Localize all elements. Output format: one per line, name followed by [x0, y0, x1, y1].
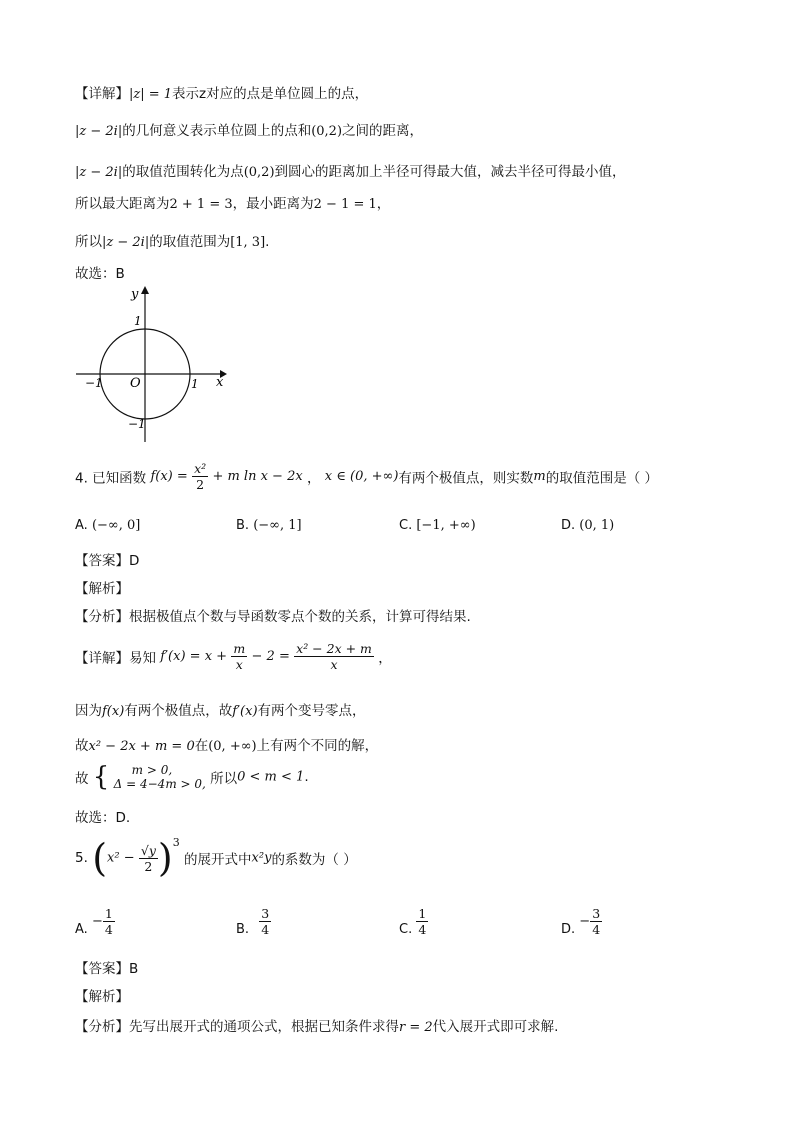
denominator: 4: [592, 922, 601, 937]
text: 的取值范围是（ ）: [545, 470, 659, 487]
q5-answer: 【答案】B: [75, 961, 139, 977]
text: 表示z对应的点是单位圆上的点，: [172, 86, 369, 102]
numerator: x²: [194, 461, 207, 476]
q4-detail-line2: [75, 699, 366, 719]
text: 之间的距离，: [342, 123, 424, 139]
point: (0,2): [243, 165, 275, 180]
denominator: 4: [261, 922, 270, 937]
math-abs-z: |z| = 1: [129, 87, 173, 102]
text: 所以: [75, 234, 102, 250]
q5-number: 5.: [75, 850, 88, 866]
option-fraction: [103, 906, 115, 937]
detail-tag: 【详解】: [75, 86, 129, 102]
fx: f(x): [102, 704, 125, 719]
option-value: (−∞, 1]: [253, 518, 302, 533]
denominator: 2: [144, 858, 153, 874]
fpx: f′(x): [232, 704, 258, 719]
text: 故: [75, 771, 89, 787]
text: .: [304, 769, 309, 785]
text: 因为: [75, 703, 102, 719]
system-row-1: m > 0,: [131, 763, 173, 777]
q5-stem: [75, 836, 357, 880]
option-value: [−1, +∞): [416, 518, 476, 533]
solution3-line5: [75, 230, 269, 250]
deriv-fraction-1: [231, 641, 247, 672]
var-m: m: [533, 469, 546, 484]
option-label: A.: [75, 518, 88, 533]
denominator: 2: [196, 477, 205, 492]
numerator: 3: [592, 906, 601, 921]
option-value: (0, 1): [579, 518, 615, 533]
option-value: (−∞, 0]: [91, 518, 141, 533]
q4-option-b[interactable]: [236, 518, 302, 533]
q4-detail-line3: [75, 734, 378, 754]
option-label: D.: [561, 922, 576, 937]
answer-line: 故选：B: [75, 266, 125, 282]
q4-option-c[interactable]: [399, 518, 476, 533]
numerator: 1: [418, 906, 427, 921]
tick-neg-x: −1: [85, 376, 103, 390]
numerator: m: [233, 641, 246, 656]
text: 有两个变号零点，: [257, 703, 366, 719]
numerator: √y: [140, 842, 156, 858]
q4-option-a[interactable]: [75, 518, 140, 533]
text: 有两个极值点，则实数: [398, 470, 534, 487]
numerator: 1: [104, 906, 113, 921]
text: 在: [194, 738, 209, 754]
text: 【分析】先写出展开式的通项公式，根据已知条件求得: [75, 1019, 399, 1035]
func-fraction: [192, 461, 208, 492]
option-fraction: [590, 906, 602, 937]
text: 代入展开式即可求解.: [432, 1019, 559, 1035]
paren-close: ): [157, 836, 173, 880]
tick-pos-y: 1: [134, 314, 142, 328]
text: ，最小距离为: [232, 196, 314, 212]
option-label: B.: [236, 518, 250, 533]
solution3-line3: [75, 160, 626, 180]
solution3-line4: [75, 192, 390, 212]
text: 的系数为（ ）: [271, 852, 357, 868]
deriv-lhs: f′(x) = x +: [160, 649, 228, 664]
unit-circle-figure: [70, 282, 230, 447]
option-fraction: [416, 906, 428, 937]
text: 【详解】易知: [75, 650, 156, 667]
text: 的取值范围为: [149, 234, 231, 250]
text: 的取值范围转化为点: [122, 164, 244, 180]
q5-option-d[interactable]: [561, 906, 602, 937]
math-abs-z-2i: |z − 2i|: [102, 235, 150, 250]
system-row-2: Δ = 4−4m > 0,: [113, 777, 206, 791]
option-sign: −: [579, 914, 591, 929]
tick-neg-y: −1: [128, 417, 146, 431]
origin-label: O: [130, 376, 141, 391]
text: 所以: [210, 771, 238, 787]
q4-choose: 故选：D.: [75, 810, 131, 826]
base-fraction: [139, 843, 158, 874]
option-label: C.: [399, 922, 413, 937]
q4-number: 4. 已知函数: [75, 470, 147, 487]
denominator: x: [330, 657, 338, 672]
range: [1, 3]: [230, 235, 266, 250]
text: ，: [376, 196, 391, 212]
q5-analysis-head: 【解析】: [75, 989, 129, 1005]
deriv-fraction-2: [294, 641, 374, 672]
paren-open: (: [92, 836, 108, 880]
text: 有两个极值点，故: [124, 703, 233, 719]
r-value: r = 2: [399, 1020, 433, 1035]
q4-analysis: 【分析】根据极值点个数与导函数零点个数的关系，计算可得结果.: [75, 609, 471, 625]
text: ，: [306, 470, 321, 487]
solution3-line1: [75, 82, 368, 102]
option-label: A.: [75, 922, 88, 937]
term: x²y: [251, 850, 272, 866]
text: 的几何意义表示单位圆上的点和: [122, 123, 312, 139]
min-distance: 2 − 1 = 1: [313, 197, 377, 212]
math-abs-z-2i: |z − 2i|: [75, 124, 123, 139]
y-label: y: [131, 287, 139, 302]
system: [114, 763, 206, 791]
q5-option-c[interactable]: [399, 906, 428, 937]
y-axis-arrow: [141, 286, 149, 294]
result: 0 < m < 1: [237, 769, 305, 785]
brace: {: [92, 762, 110, 792]
option-label: D.: [561, 518, 576, 533]
text: .: [265, 234, 270, 250]
tick-pos-x: 1: [191, 377, 199, 391]
q4-stem: [75, 461, 658, 492]
text: 上有两个不同的解，: [256, 738, 379, 754]
numerator: x² − 2x + m: [296, 641, 372, 656]
text: 所以最大距离为: [75, 196, 170, 212]
option-label: C.: [399, 518, 413, 533]
interval: (0, +∞): [208, 739, 257, 754]
denominator: 4: [104, 922, 113, 937]
q5-analysis: [75, 1015, 558, 1035]
denominator: x: [235, 657, 243, 672]
text: 的展开式中: [184, 852, 252, 868]
func-rest: + m ln x − 2x: [212, 469, 303, 484]
power: 3: [172, 836, 180, 849]
text: ，: [378, 650, 392, 667]
math-abs-z-2i: |z − 2i|: [75, 165, 123, 180]
point: (0,2): [311, 124, 343, 139]
text: 到圆心的距离加上半径可得最大值，减去半径可得最小值，: [274, 164, 626, 180]
q5-option-b[interactable]: [236, 906, 271, 937]
equation: x² − 2x + m = 0: [88, 739, 195, 754]
base-term: x² −: [107, 850, 135, 866]
q4-answer: 【答案】D: [75, 553, 140, 569]
max-distance: 2 + 1 = 3: [169, 197, 233, 212]
option-sign: −: [91, 914, 103, 929]
q5-option-a[interactable]: [75, 906, 115, 937]
denominator: 4: [418, 922, 427, 937]
solution3-line2: [75, 119, 423, 139]
q4-detail-line4: [75, 762, 309, 792]
q4-detail-derivative: [75, 641, 392, 672]
func-lhs: f(x) =: [150, 469, 188, 484]
deriv-mid: − 2 =: [251, 649, 290, 664]
domain: x ∈ (0, +∞): [324, 469, 399, 484]
q4-option-d[interactable]: [561, 518, 614, 533]
numerator: 3: [261, 906, 270, 921]
x-label: x: [216, 375, 224, 390]
q4-analysis-head: 【解析】: [75, 581, 129, 597]
option-label: B.: [236, 922, 250, 937]
option-fraction: [259, 906, 271, 937]
text: 故: [75, 738, 89, 754]
